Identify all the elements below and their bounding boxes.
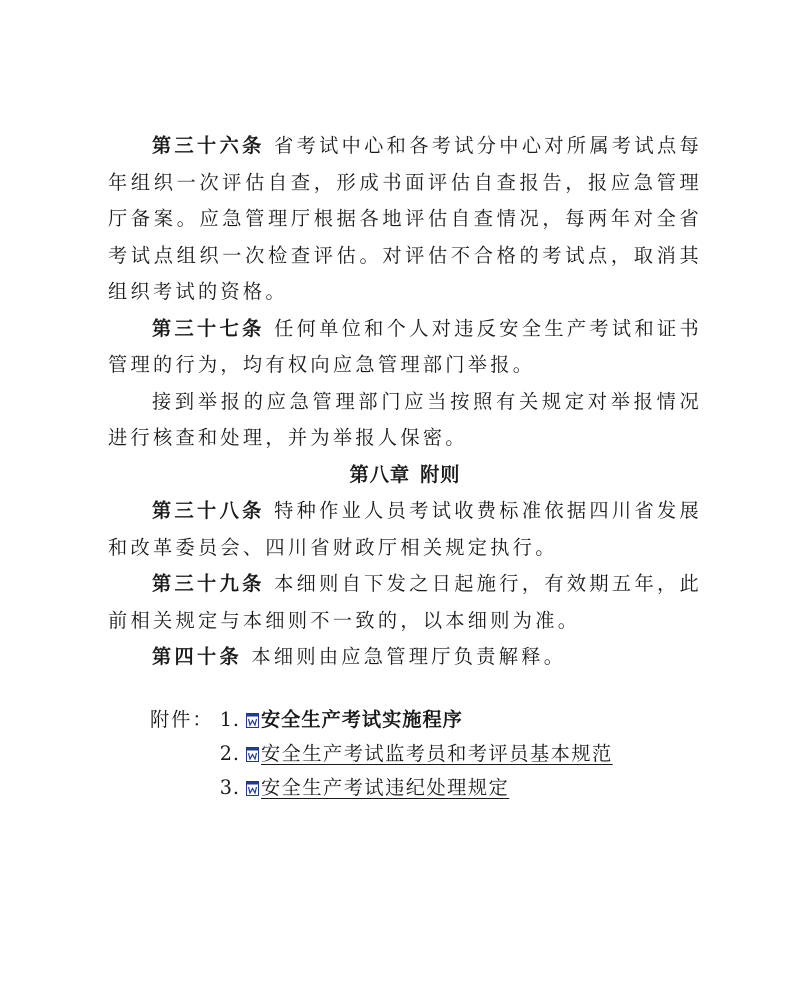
article-text: 本细则由应急管理厅负责解释。 (251, 645, 567, 668)
chapter-number: 第八章 (349, 462, 411, 486)
attachment-number: 3. (219, 775, 240, 799)
article-text: 特种作业人员考试收费标准依据四川省发展和改革委员会、四川省财政厅相关规定执行。 (108, 499, 702, 559)
article-label: 第三十九条 (152, 572, 265, 595)
attachment-number: 1. (219, 707, 240, 731)
attachment-number: 2. (219, 741, 240, 765)
attachment-title: 安全生产考试实施程序 (261, 707, 463, 731)
word-document-icon (246, 747, 259, 762)
article-39 (108, 566, 702, 639)
article-text: 任何单位和个人对违反安全生产考试和证书管理的行为，均有权向应急管理部门举报。 (108, 316, 702, 376)
attachment-row-3 (108, 770, 702, 804)
attachment-row-1 (108, 702, 702, 736)
attachment-link-2[interactable] (246, 736, 613, 773)
word-document-icon (246, 713, 259, 728)
article-label: 第三十七条 (152, 316, 265, 340)
document-body (108, 128, 702, 804)
article-40 (108, 639, 702, 676)
article-label: 第三十八条 (152, 499, 265, 522)
attachment-link-3[interactable] (246, 770, 509, 807)
attachment-title: 安全生产考试违纪处理规定 (261, 775, 510, 799)
chapter-title: 附则 (420, 462, 461, 486)
attachments (108, 702, 702, 804)
attachments-label: 附件： (150, 707, 214, 731)
attachment-title: 安全生产考试监考员和考评员基本规范 (261, 741, 613, 765)
article-37-paragraph-2: 接到举报的应急管理部门应当按照有关规定对举报情况进行核查和处理，并为举报人保密。 (108, 389, 702, 449)
chapter-heading (108, 457, 702, 494)
article-label: 第三十六条 (152, 134, 265, 157)
article-text: 省考试中心和各考试分中心对所属考试点每年组织一次评估自查，形成书面评估自查报告，报应急管理厅备案。应急管理厅根据各地评估自查情况，每两年对全省考试点组织一次检查评估。对评估不合格的考试点，取消其组织考试的资格。 (108, 134, 702, 303)
attachment-link-1[interactable] (246, 702, 463, 739)
word-document-icon (246, 781, 259, 796)
article-36 (108, 128, 702, 311)
attachment-row-2 (108, 736, 702, 770)
article-label: 第四十条 (152, 645, 242, 668)
article-38 (108, 493, 702, 566)
article-text: 本细则自下发之日起施行，有效期五年，此前相关规定与本细则不一致的，以本细则为准。 (108, 572, 702, 632)
article-37 (108, 311, 702, 384)
